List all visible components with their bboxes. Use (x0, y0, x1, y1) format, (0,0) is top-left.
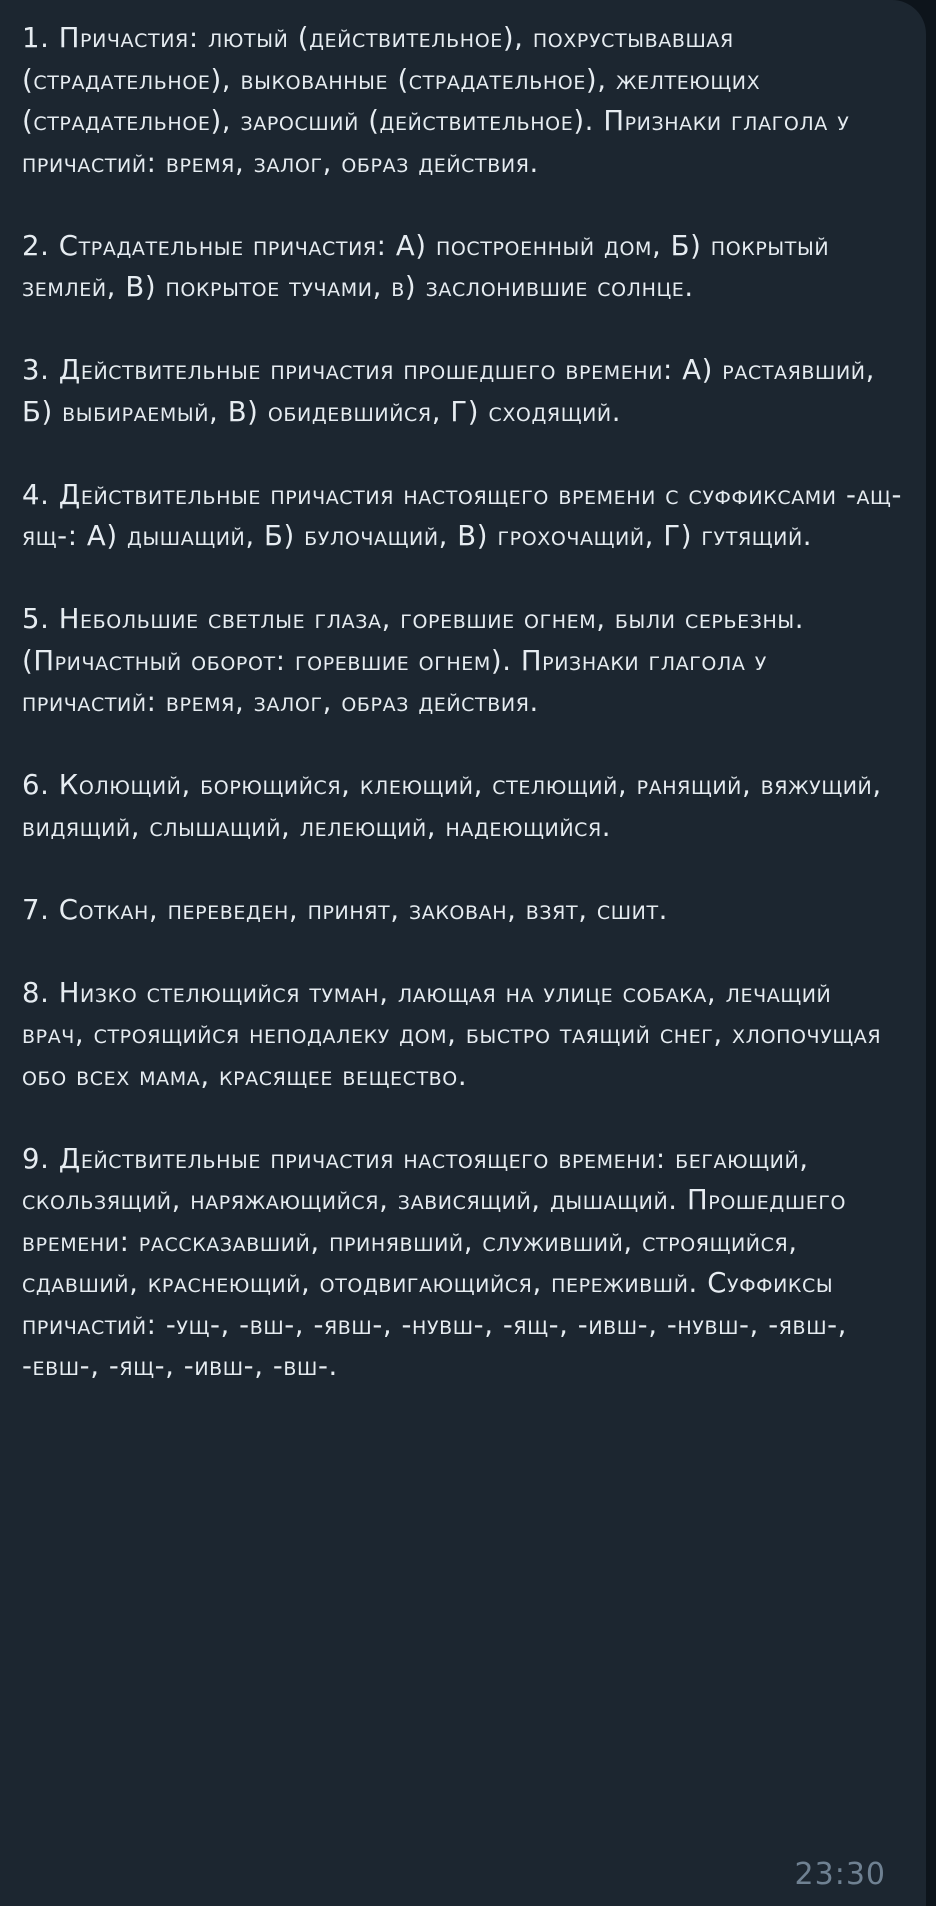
answer-paragraph-4: 4. Действительные причастия настоящего времени с суффиксами -ащ-ящ-: А) дышащий, Б) булочащий, В) грохочащий, Г) гутящий. (22, 478, 902, 552)
answer-paragraph-6: 6. Колющий, борющийся, клеющий, стелющий, ранящий, вяжущий, видящий, слышащий, лелеющий, надеющийся. (22, 769, 882, 843)
answer-paragraph-7: 7. Соткан, переведен, принят, закован, взят, сшит. (22, 893, 669, 926)
message-timestamp: 23:30 (794, 1857, 886, 1892)
answer-paragraph-2: 2. Страдательные причастия: А) построенный дом, Б) покрытый землей, В) покрытое тучами, в) заслонившие солнце. (22, 229, 830, 303)
answer-paragraph-3: 3. Действительные причастия прошедшего времени: А) растаявший, Б) выбираемый, В) обидевшийся, Г) сходящий. (22, 354, 875, 428)
message-text (22, 18, 902, 1388)
answer-paragraph-1: 1. Причастия: лютый (действительное), похрустывавшая (страдательное), выкованные (страдательное), желтеющих (страдательное), заросший (действительное). Признаки глагола у причастий: время, залог, образ действия. (22, 22, 850, 179)
scroll-edge (926, 0, 936, 1906)
answer-paragraph-9: 9. Действительные причастия настоящего времени: бегающий, скользящий, наряжающийся, зависящий, дышащий. Прошедшего времени: рассказавший, принявший, служивший, строящийся, сдавший, краснеющий, отодвигающийся, пережившй. Суффиксы причастий: -ущ-, -вш-, -явш-, -нувш-, -ящ-, -ивш-, -нувш-, -явш-, -евш-, -ящ-, -ивш-, -вш-. (22, 1142, 847, 1382)
answer-paragraph-8: 8. Низко стелющийся туман, лающая на улице собака, лечащий врач, строящийся неподалеку дом, быстро таящий снег, хлопочущая обо всех мама, красящее вещество. (22, 976, 882, 1092)
answer-paragraph-5: 5. Небольшие светлые глаза, горевшие огнем, были серьезны. (Причастный оборот: горевшие огнем). Признаки глагола у причастий: время, залог, образ действия. (22, 603, 805, 718)
